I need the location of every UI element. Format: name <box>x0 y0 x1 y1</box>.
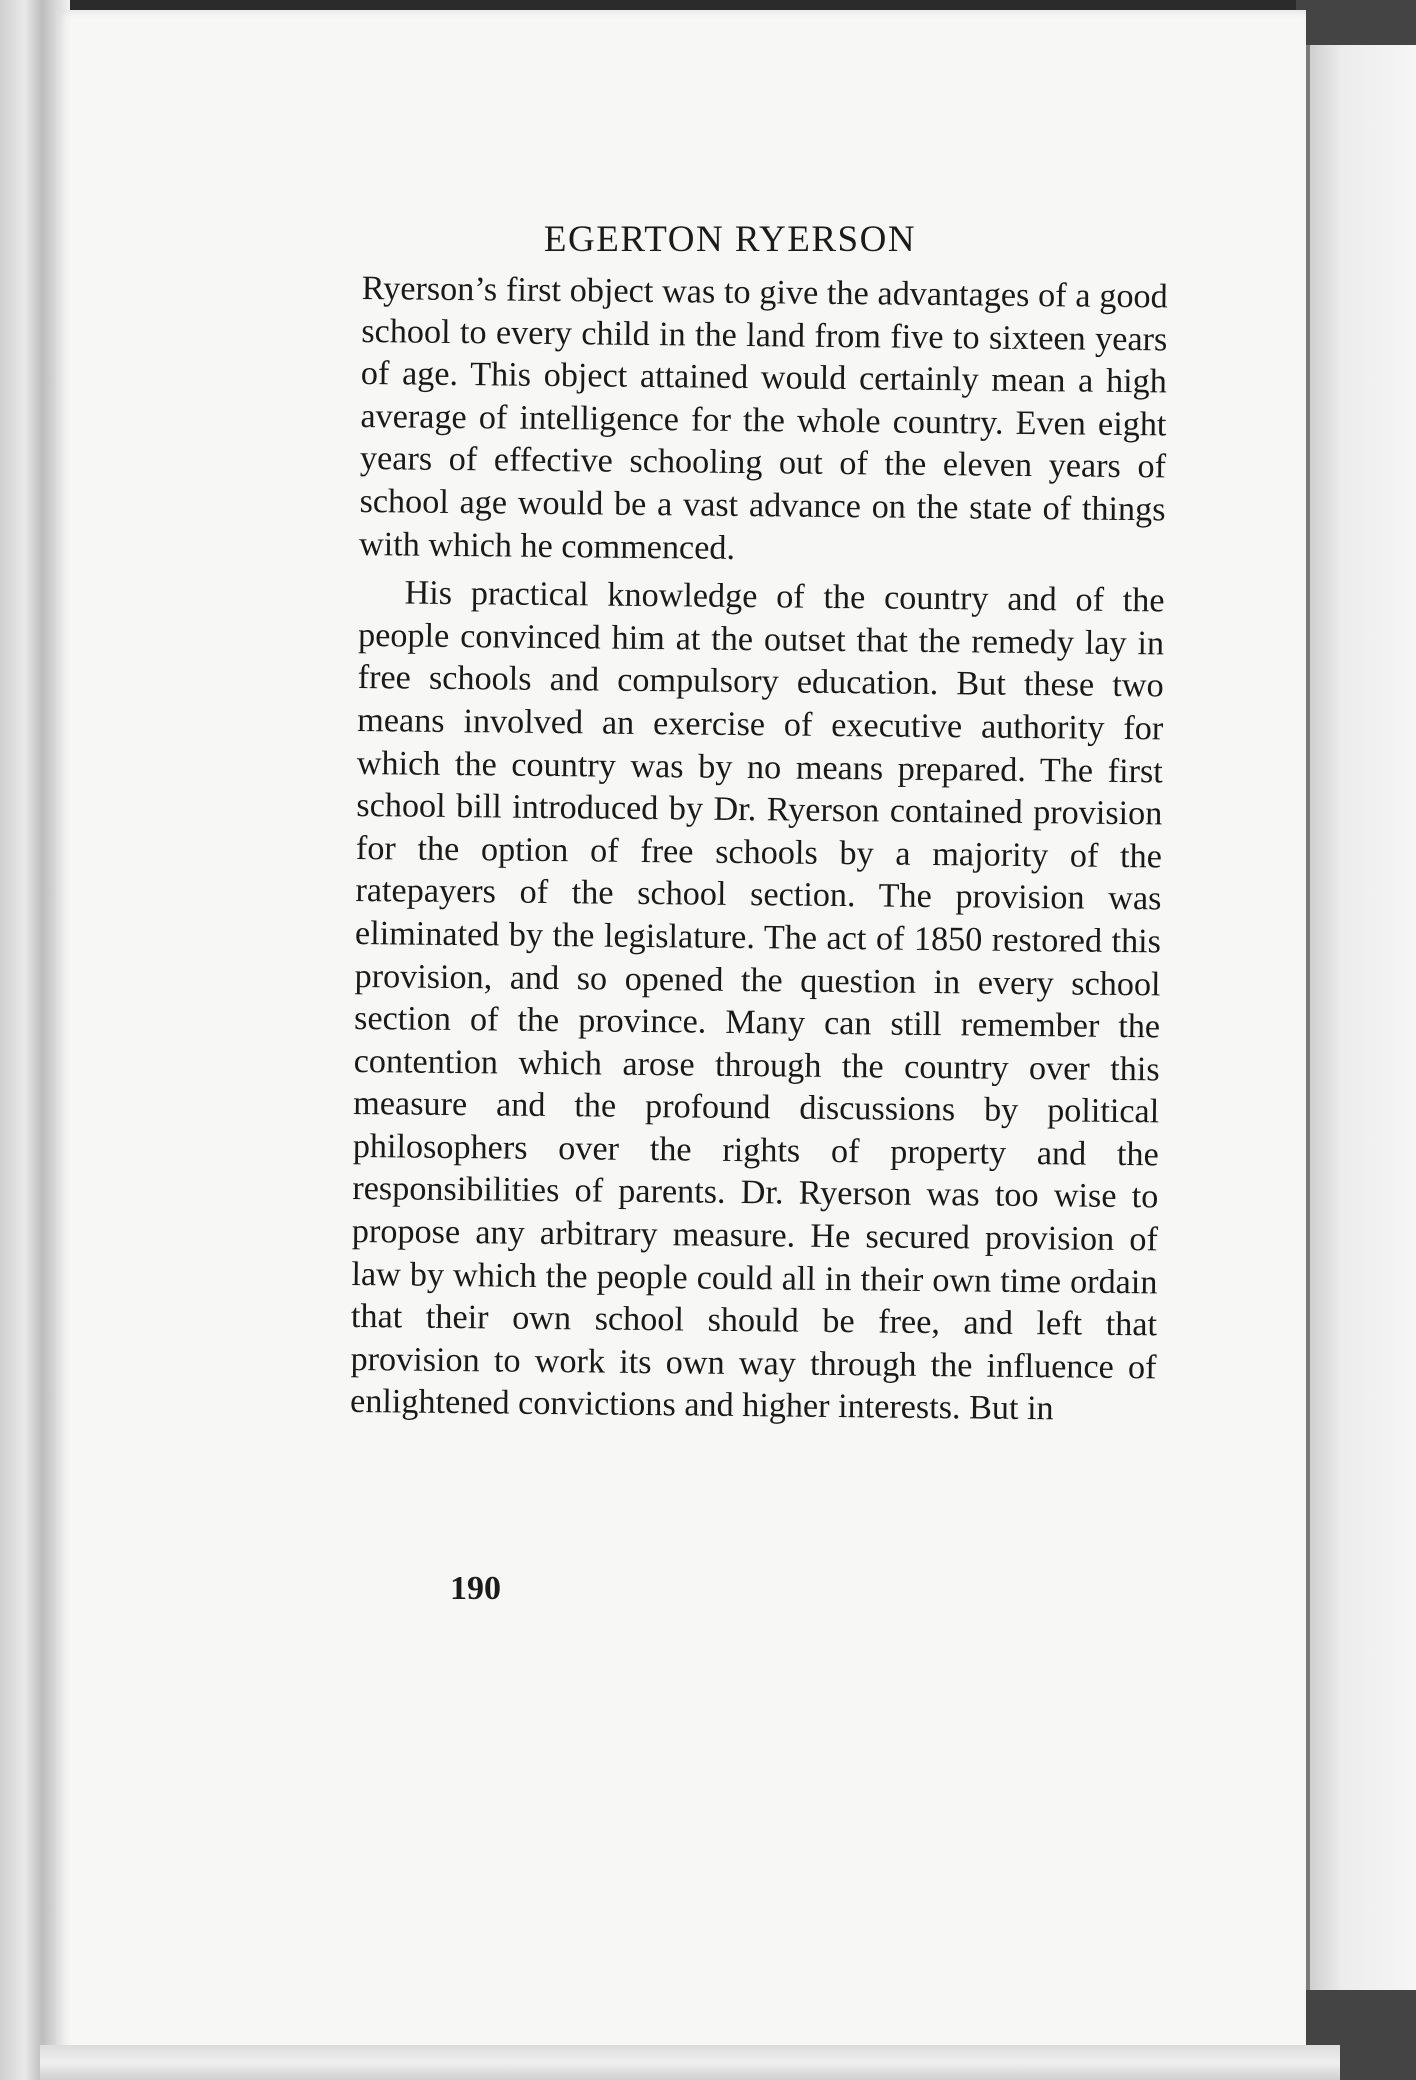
paragraph: Ryerson’s first object was to give the advantages of a good school to every child in the land from five to sixteen years of age. This object attained would certainly mean a high average of intelligence for the whole country. Even eight years of effective schooling out of the eleven years of school age would be a vast advance on the state of things with which he commenced. <box>358 269 1168 567</box>
running-header: EGERTON RYERSON <box>543 219 917 260</box>
book-cover-right <box>1310 45 1416 1990</box>
page-stack-edge <box>40 2045 1340 2080</box>
paragraph: His practical knowledge of the country and of the people convinced him at the outset that the remedy lay in free schools and compulsory education. But these two means involved an exercise of executive authority for which the country was by no means prepared. The first school bill introduced by Dr. Ryerson contained provision for the option of free schools by a majority of the ratepayers of the school section. The provision was eliminated by the legislature. The act of 1850 restored this provision, and so opened the question in every school section of the province. Many can still remember the contention which arose through the country over this measure and the profound discussions by political philosophers over the rights of property and the responsibilities of parents. Dr. Ryerson was too wise to propose any arbitrary measure. He secured provision of law by which the people could all in their own time ordain that their own school should be free, and left that provision to work its own way through the influence of enlightened convictions and higher interests. But in <box>349 574 1165 1428</box>
page-number: 190 <box>450 1570 501 1607</box>
body-text <box>350 268 1168 1432</box>
